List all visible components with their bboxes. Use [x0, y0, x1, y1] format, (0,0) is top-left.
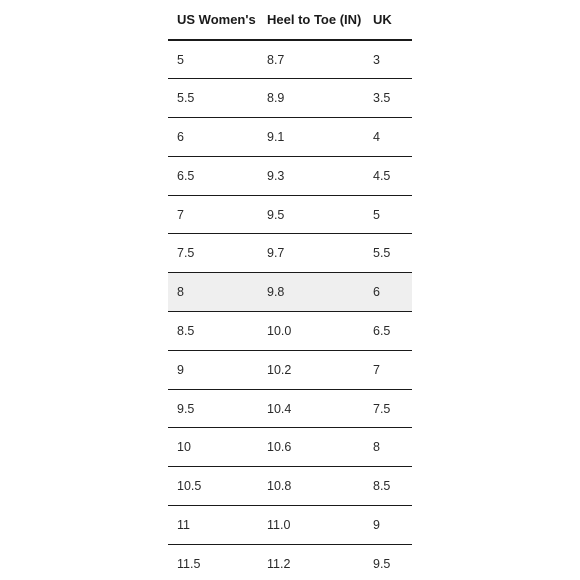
us-womens-cell: 7.5 — [168, 234, 258, 273]
table-row — [168, 273, 412, 312]
table-row — [168, 428, 412, 467]
table-header — [168, 0, 412, 40]
us-womens-cell: 8 — [168, 273, 258, 312]
us-womens-cell: 5 — [168, 40, 258, 79]
heel-to-toe-cell: 9.8 — [258, 273, 364, 312]
uk-cell: 9 — [364, 506, 412, 545]
uk-cell: 8.5 — [364, 467, 412, 506]
header-heel-to-toe: Heel to Toe (IN) — [258, 0, 364, 40]
us-womens-cell: 9 — [168, 350, 258, 389]
us-womens-cell: 5.5 — [168, 79, 258, 118]
uk-cell: 8 — [364, 428, 412, 467]
heel-to-toe-cell: 11.0 — [258, 506, 364, 545]
uk-cell: 4.5 — [364, 156, 412, 195]
uk-cell: 3.5 — [364, 79, 412, 118]
table-body — [168, 40, 412, 580]
table-row — [168, 389, 412, 428]
header-uk: UK — [364, 0, 412, 40]
heel-to-toe-cell: 9.7 — [258, 234, 364, 273]
uk-cell: 5.5 — [364, 234, 412, 273]
us-womens-cell: 9.5 — [168, 389, 258, 428]
us-womens-cell: 10.5 — [168, 467, 258, 506]
uk-cell: 5 — [364, 195, 412, 234]
heel-to-toe-cell: 10.6 — [258, 428, 364, 467]
header-row — [168, 0, 412, 40]
table-row — [168, 312, 412, 351]
us-womens-cell: 6 — [168, 118, 258, 157]
us-womens-cell: 6.5 — [168, 156, 258, 195]
uk-cell: 3 — [364, 40, 412, 79]
heel-to-toe-cell: 8.9 — [258, 79, 364, 118]
table-row — [168, 544, 412, 580]
table-row — [168, 118, 412, 157]
table-row — [168, 234, 412, 273]
us-womens-cell: 11 — [168, 506, 258, 545]
table-row — [168, 79, 412, 118]
uk-cell: 6 — [364, 273, 412, 312]
heel-to-toe-cell: 10.4 — [258, 389, 364, 428]
uk-cell: 7.5 — [364, 389, 412, 428]
table-row — [168, 195, 412, 234]
heel-to-toe-cell: 8.7 — [258, 40, 364, 79]
heel-to-toe-cell: 9.3 — [258, 156, 364, 195]
uk-cell: 6.5 — [364, 312, 412, 351]
heel-to-toe-cell: 10.0 — [258, 312, 364, 351]
us-womens-cell: 7 — [168, 195, 258, 234]
us-womens-cell: 8.5 — [168, 312, 258, 351]
uk-cell: 9.5 — [373, 557, 391, 571]
heel-to-toe-cell: 10.8 — [258, 467, 364, 506]
table-row — [168, 467, 412, 506]
table-row — [168, 40, 412, 79]
table-row — [168, 350, 412, 389]
size-chart-table — [168, 0, 412, 580]
uk-cell: 4 — [364, 118, 412, 157]
heel-to-toe-cell: 9.5 — [258, 195, 364, 234]
table-row — [168, 156, 412, 195]
uk-cell: 7 — [364, 350, 412, 389]
table-row — [168, 506, 412, 545]
us-womens-cell: 10 — [168, 428, 258, 467]
heel-to-toe-cell: 11.2 — [267, 557, 291, 571]
heel-to-toe-cell: 10.2 — [258, 350, 364, 389]
header-us-womens: US Women's — [168, 0, 258, 40]
us-womens-cell: 11.5 — [177, 557, 201, 571]
heel-to-toe-cell: 9.1 — [258, 118, 364, 157]
